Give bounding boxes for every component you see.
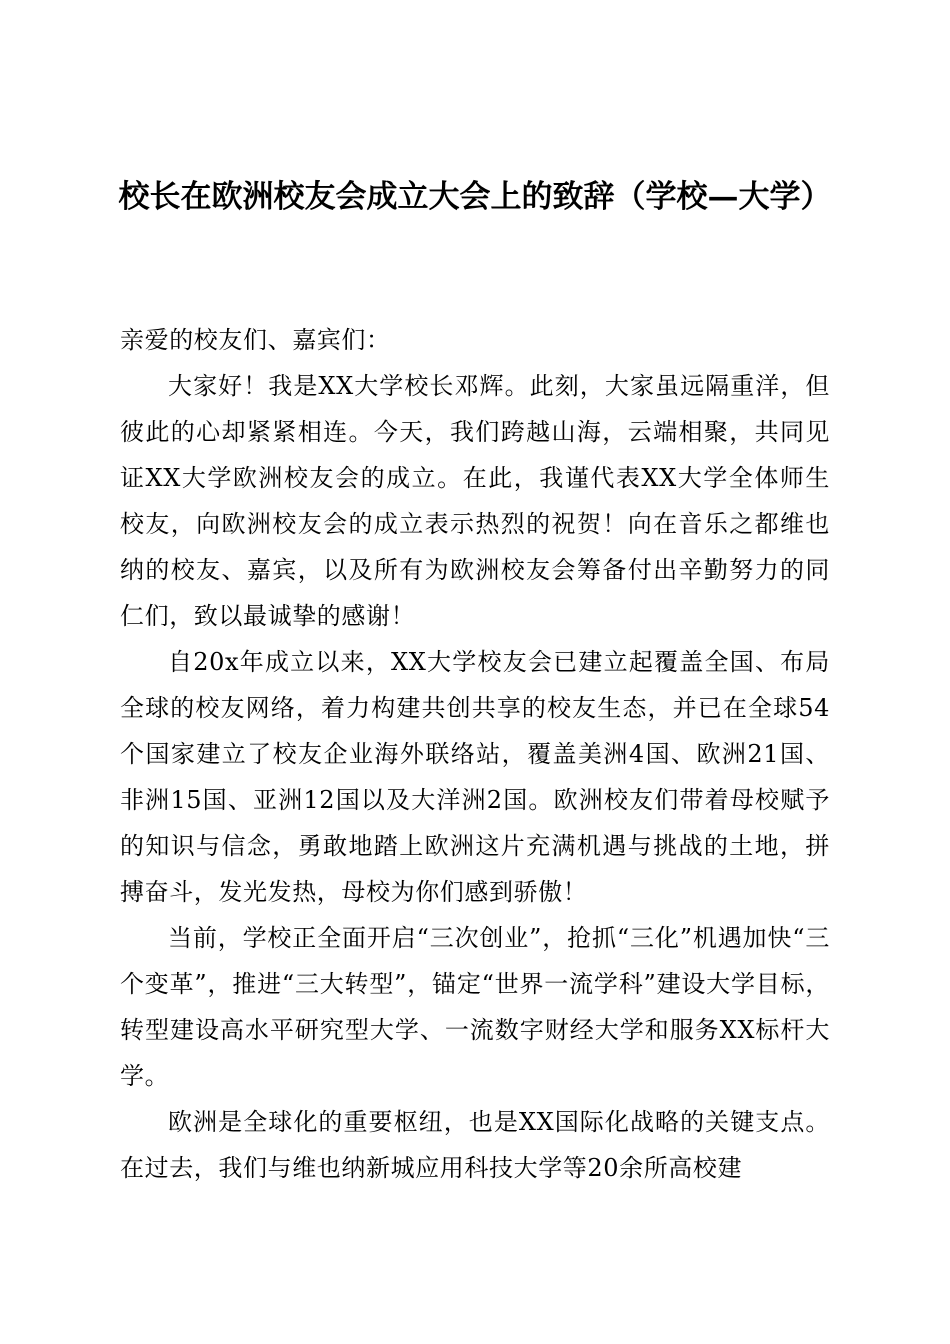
salutation: 亲爱的校友们、嘉宾们： [120,326,391,354]
document-body [120,317,830,1191]
paragraph-alumni-network: 自20x年成立以来，XX大学校友会已建立起覆盖全国、布局全球的校友网络，着力构建共创共享的校友生态，并已在全球54个国家建立了校友企业海外联络站，覆盖美洲4国、欧洲21国、非洲15国、亚洲12国以及大洋洲2国。欧洲校友们带着母校赋予的知识与信念，勇敢地踏上欧洲这片充满机遇与挑战的土地，拼搏奋斗，发光发热，母校为你们感到骄傲！ [120,648,830,906]
document-title: 校长在欧洲校友会成立大会上的致辞（学校—大学） [118,179,832,215]
paragraph-greeting: 大家好！我是XX大学校长邓辉。此刻，大家虽远隔重洋，但彼此的心却紧紧相连。今天，我们跨越山海，云端相聚，共同见证XX大学欧洲校友会的成立。在此，我谨代表XX大学全体师生校友，向欧洲校友会的成立表示热烈的祝贺！向在音乐之都维也纳的校友、嘉宾，以及所有为欧洲校友会筹备付出辛勤努力的同仁们，致以最诚挚的感谢！ [120,372,830,630]
paragraph-school-strategy: 当前，学校正全面开启“三次创业”，抢抓“三化”机遇加快“三个变革”，推进“三大转型”，锚定“世界一流学科”建设大学目标，转型建设高水平研究型大学、一流数字财经大学和服务XX标杆大学。 [120,924,830,1090]
paragraph-europe: 欧洲是全球化的重要枢纽，也是XX国际化战略的关键支点。在过去，我们与维也纳新城应用科技大学等20余所高校建 [120,1108,830,1182]
